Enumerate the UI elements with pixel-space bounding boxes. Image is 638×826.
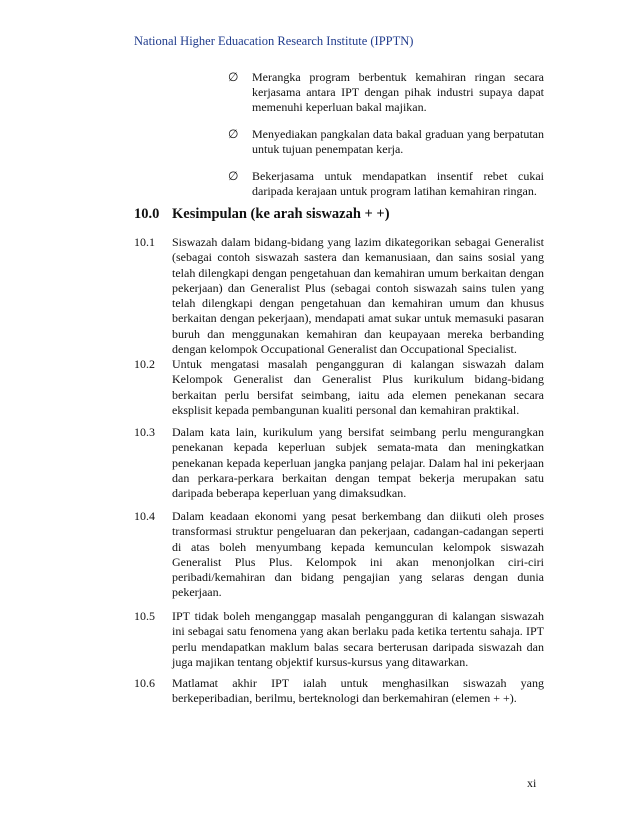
paragraph	[134, 509, 544, 601]
section-number: 10.0	[134, 206, 160, 222]
paragraph-number: 10.4	[134, 509, 155, 523]
empty-set-bullet-icon: ∅	[228, 70, 239, 84]
paragraph-text: Dalam keadaan ekonomi yang pesat berkembang dan diikuti oleh proses transformasi struktur pengeluaran dan pekerjaan, cadangan-cadangan seperti di atas boleh menyumbang kepada kemunculan kelompok siswazah Generalist Plus Plus. Kelompok ini akan menonjolkan ciri-ciri peribadi/kemahiran dan bidang pengajian yang selaras dengan dunia pekerjaan.	[172, 509, 544, 600]
paragraph-number: 10.2	[134, 357, 155, 371]
bullet-text: Bekerjasama untuk mendapatkan insentif rebet cukai daripada kerajaan untuk program latihan kemahiran ringan.	[252, 169, 544, 198]
paragraph-number: 10.1	[134, 235, 155, 249]
bullet-list	[228, 70, 544, 211]
paragraph	[134, 609, 544, 670]
section-title: Kesimpulan (ke arah siswazah + +)	[172, 206, 390, 222]
empty-set-bullet-icon: ∅	[228, 169, 239, 183]
running-header: National Higher Eduacation Research Institute (IPPTN)	[134, 34, 414, 48]
list-item	[228, 70, 544, 115]
paragraph	[134, 676, 544, 707]
paragraph-number: 10.3	[134, 425, 155, 439]
paragraph-number: 10.5	[134, 609, 155, 623]
bullet-text: Merangka program berbentuk kemahiran ringan secara kerjasama antara IPT dengan pihak industri supaya dapat memenuhi keperluan bakal majikan.	[252, 70, 544, 114]
list-item	[228, 169, 544, 199]
list-item	[228, 127, 544, 157]
paragraph	[134, 425, 544, 501]
bullet-text: Menyediakan pangkalan data bakal graduan yang berpatutan untuk tujuan penempatan kerja.	[252, 127, 544, 156]
paragraph-text: Dalam kata lain, kurikulum yang bersifat seimbang perlu mengurangkan penekanan kepada keperluan subjek semata-mata dan meningkatkan penekanan kepada keperluan jangka panjang pelajar. Dalam hal ini pekerjaan dan perkara-perkara berkaitan dengan tempat bekerja merupakan satu daripada beberapa keperluan yang dimaksudkan.	[172, 425, 544, 501]
paragraph-text: IPT tidak boleh menganggap masalah pengangguran di kalangan siswazah ini sebagai satu fenomena yang akan berlaku pada ketika tertentu sahaja. IPT perlu mendapatkan maklum balas secara berterusan daripada siswazah dan juga majikan tentang objektif kursus-kursus yang ditawarkan.	[172, 609, 544, 669]
paragraph-number: 10.6	[134, 676, 155, 690]
page-number: xi	[527, 776, 537, 790]
paragraph-text: Siswazah dalam bidang-bidang yang lazim dikategorikan sebagai Generalist (sebagai contoh siswazah sastera dan kemanusiaan, dan sains sosial yang telah dilengkapi dengan pengetahuan dan kemahiran umum berkaitan dengan pekerjaan) dan Generalist Plus (sebagai contoh siswazah sains tulen yang telah dilengkapi dengan pengetahuan dan kemahiran umum dan khusus berkaitan dengan pekerjaan), mendapati amat sukar untuk memasuki pasaran buruh dan menggunakan kemahiran dan keupayaan mereka berbanding dengan kelompok Occupational Generalist dan Occupational Specialist.	[172, 235, 544, 357]
paragraph-text: Matlamat akhir IPT ialah untuk menghasilkan siswazah yang berkeperibadian, berilmu, berteknologi dan berkemahiran (elemen + +).	[172, 676, 544, 706]
paragraph	[134, 357, 544, 418]
paragraph	[134, 235, 544, 357]
section-heading	[134, 206, 390, 223]
paragraph-text: Untuk mengatasi masalah pengangguran di kalangan siswazah dalam Kelompok Generalist dan Generalist Plus kurikulum bidang-bidang berkaitan perlu bersifat seimbang, iaitu ada elemen penekanan secara eksplisit kepada pembangunan kualiti personal dan kemahiran praktikal.	[172, 357, 544, 417]
empty-set-bullet-icon: ∅	[228, 127, 239, 141]
